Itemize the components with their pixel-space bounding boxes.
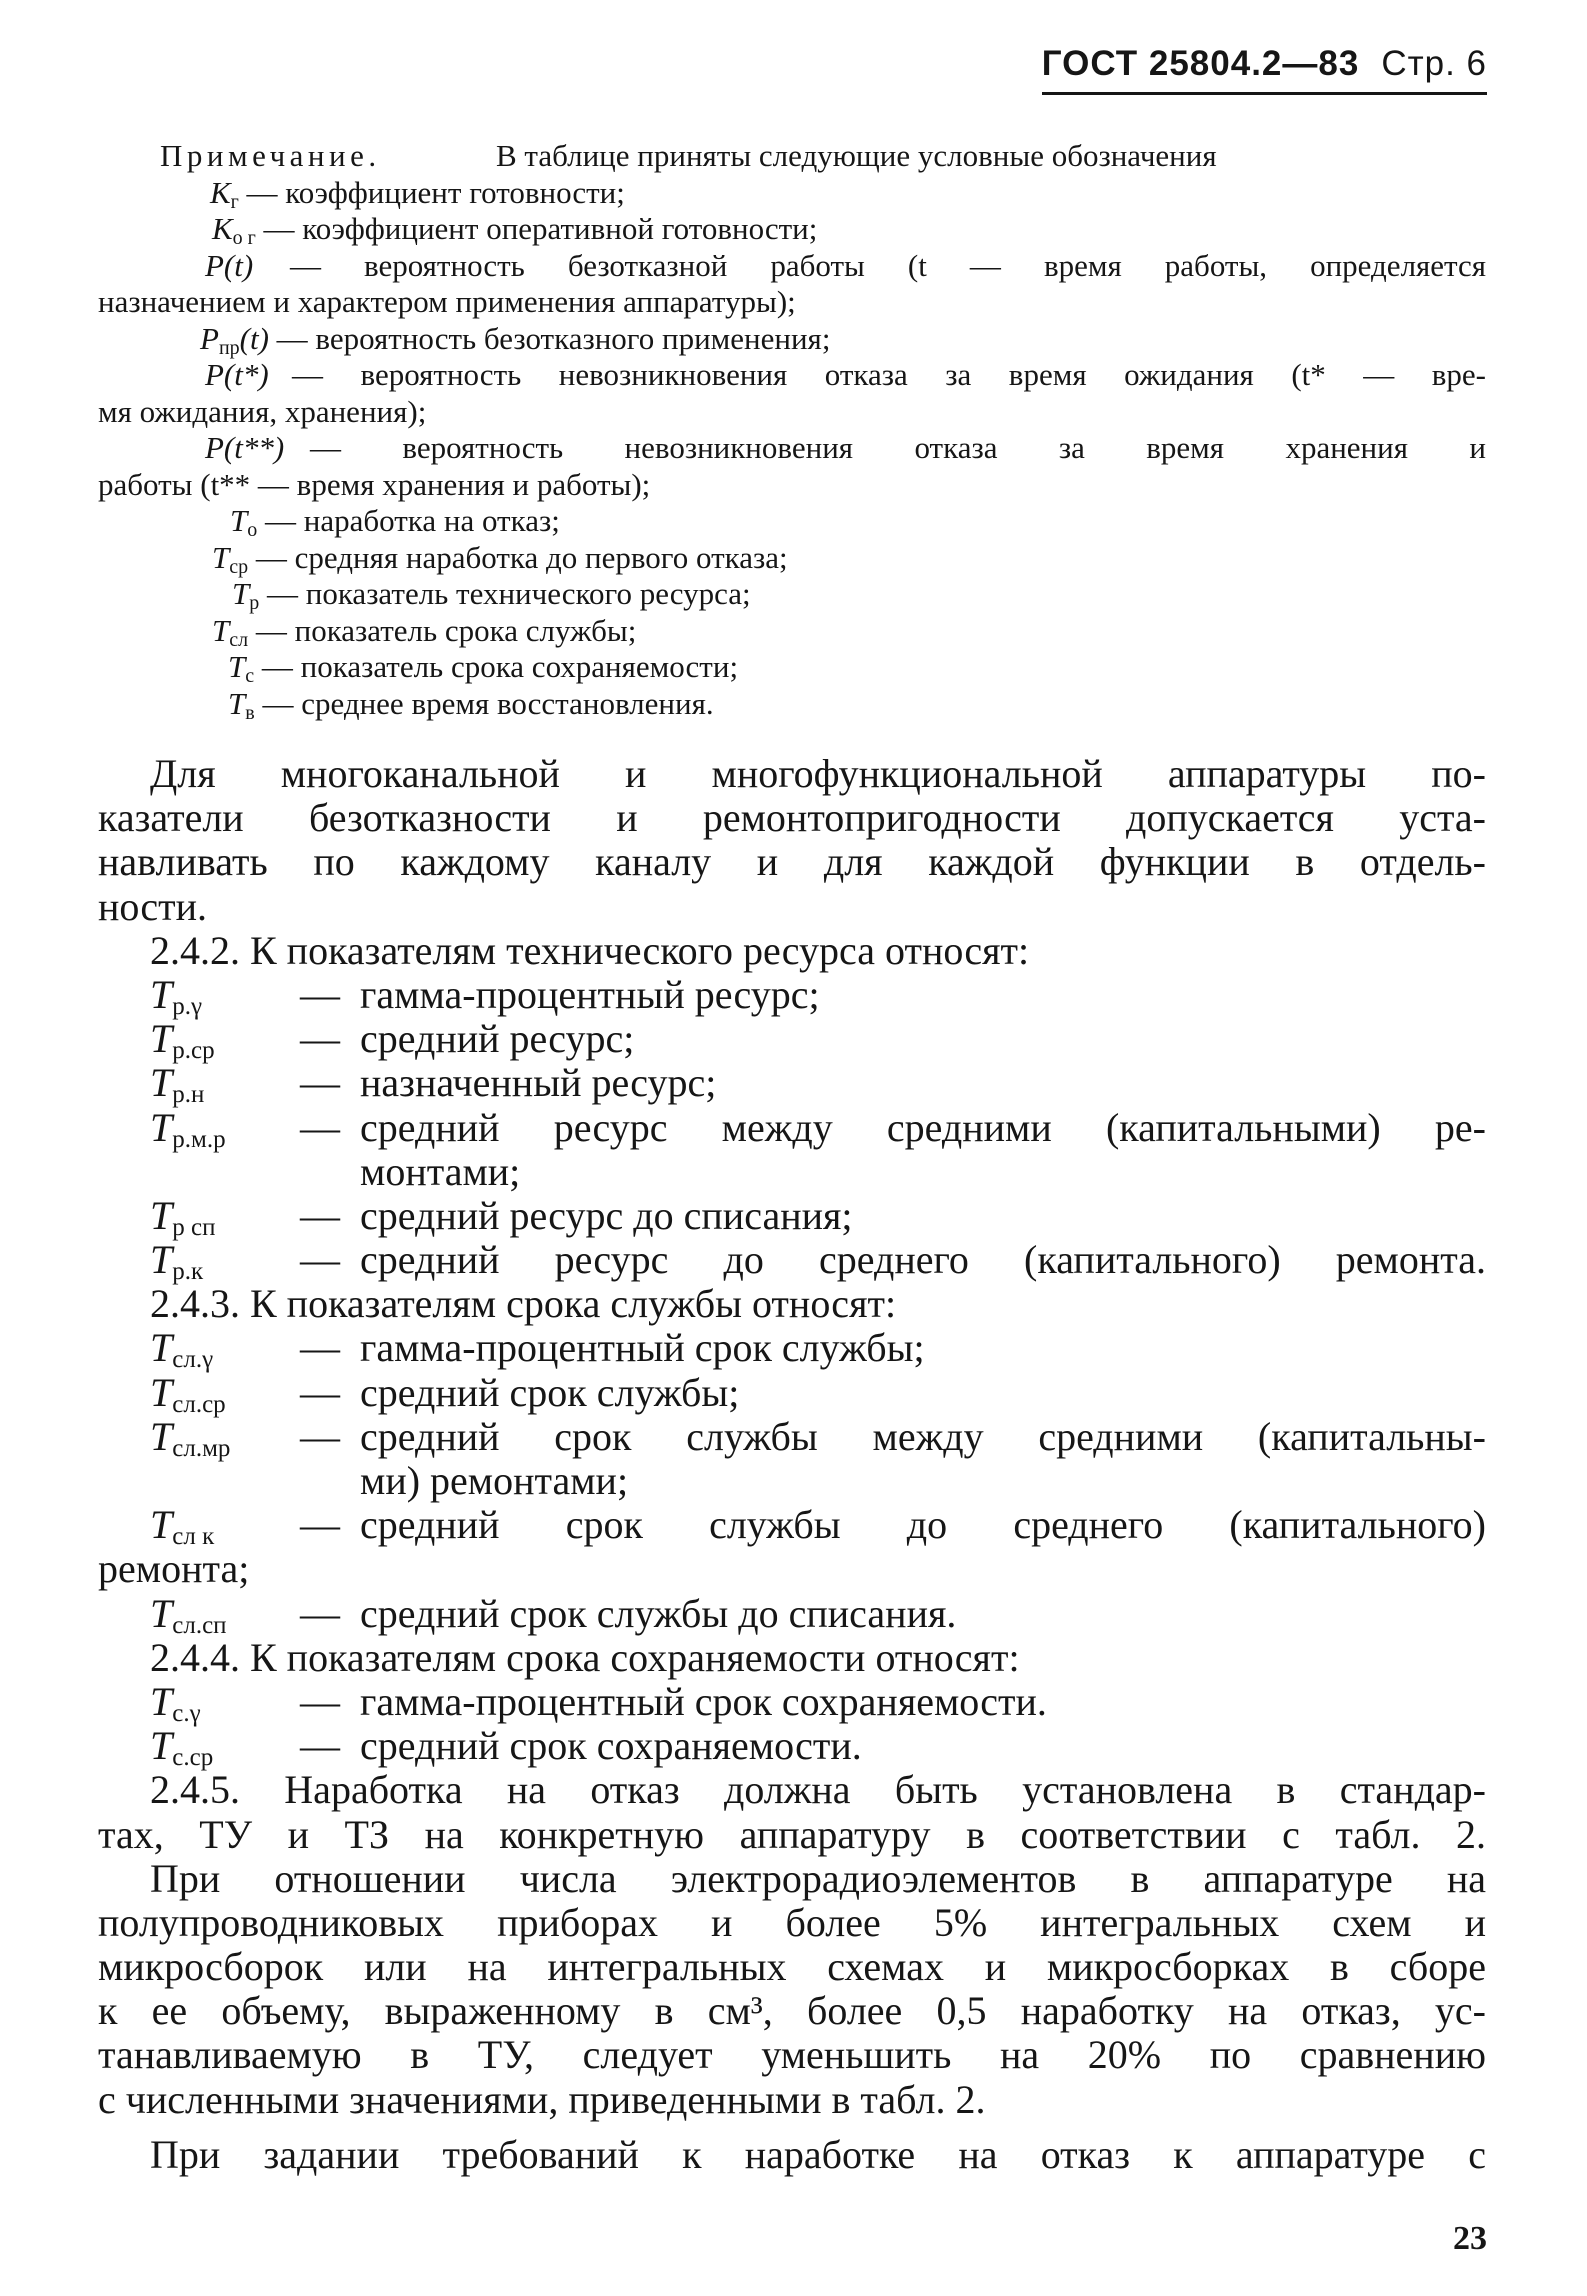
symbol-subscript: сл.γ (172, 1346, 214, 1374)
term-definition-continued: ремонта; (98, 1546, 250, 1592)
dash: — (300, 1325, 340, 1371)
section-2-4-5-line: 2.4.5. Наработка на отказ должна быть установлена в стандар- (150, 1767, 1486, 1813)
note-text: — вероятность безотказного применения; (276, 320, 831, 356)
term-definition: гамма-процентный ресурс; (360, 971, 820, 1017)
dash: — (300, 1678, 340, 1724)
note-text: — показатель технического ресурса; (267, 576, 751, 611)
symbol-subscript: с (245, 665, 255, 687)
paragraph-line: навливать по каждому каналу и для каждой функции в отдель- (98, 839, 1486, 885)
term-definition: средний ресурс до среднего (капитального) ремонта. (360, 1237, 1486, 1283)
symbol: T (230, 503, 248, 538)
note-item-tr (0, 576, 1587, 613)
section-heading-2-4-4: 2.4.4. К показателям срока сохраняемости относят: (150, 1634, 1020, 1680)
symbol-subscript: р.к (172, 1258, 204, 1286)
term-definition: средний срок службы; (360, 1369, 740, 1415)
paragraph-line: ности. (98, 883, 208, 929)
note-item-ts (0, 649, 1587, 686)
paragraph-line: казатели безотказности и ремонтопригодности допускается уста- (98, 795, 1486, 841)
note-text: — средняя наработка до первого отказа; (255, 539, 788, 575)
paragraph-line: танавливаемую в ТУ, следует уменьшить на 20% по сравнению (98, 2032, 1486, 2078)
dash: — (300, 1590, 340, 1636)
symbol: T (150, 1325, 173, 1371)
term-definition: средний срок службы до списания. (360, 1590, 957, 1636)
note-item-tv (0, 686, 1587, 723)
note-item-pt (0, 248, 1587, 285)
symbol-subscript: р.γ (172, 992, 203, 1020)
term-row (0, 1237, 1587, 1286)
term-definition-continued: монтами; (360, 1148, 521, 1194)
standard-number: ГОСТ 25804.2—83 (1041, 44, 1360, 83)
symbol: T (150, 1590, 173, 1636)
symbol: T (150, 1237, 173, 1283)
note-text: работы (t** — время хранения и работы); (98, 466, 651, 502)
symbol-subscript: с.γ (172, 1699, 201, 1727)
term-row (0, 1060, 1587, 1109)
note-block (0, 138, 1587, 722)
symbol-subscript: о г (232, 227, 256, 249)
term-definition: гамма-процентный срок сохраняемости. (360, 1678, 1047, 1724)
symbol: T (150, 1060, 173, 1106)
dash: — (300, 1060, 340, 1106)
symbol-subscript: р сп (172, 1213, 216, 1241)
note-text: — вероятность невозникновения отказа за время хранения и (310, 430, 1486, 465)
term-definition: средний ресурс между средними (капитальными) ре- (360, 1104, 1486, 1150)
symbol-subscript: сл (229, 628, 249, 651)
term-row (0, 1016, 1587, 1065)
symbol: T (212, 612, 230, 648)
symbol: T (150, 1413, 173, 1459)
dash: — (300, 1237, 340, 1283)
term-row (0, 1502, 1587, 1551)
symbol: T (150, 1502, 173, 1548)
note-item-kg (0, 175, 1587, 212)
note-text: — среднее время восстановления. (262, 685, 714, 721)
symbol: T (150, 971, 173, 1017)
dash: — (300, 1016, 340, 1062)
note-title: Примечание. (160, 138, 381, 173)
symbol: T (212, 539, 230, 575)
note-text: — коэффициент оперативной готовности; (263, 211, 818, 246)
paragraph-line: к ее объему, выраженному в см³, более 0,5 наработку на отказ, ус- (98, 1988, 1486, 2034)
note-text: — коэффициент готовности; (246, 174, 625, 210)
term-row (0, 1104, 1587, 1153)
symbol-subscript: в (245, 701, 255, 724)
symbol-subscript: о (247, 519, 258, 541)
symbol: T (150, 1369, 173, 1415)
symbol: P(t*) (205, 357, 269, 392)
symbol-subscript: пр (218, 336, 240, 359)
term-row (0, 971, 1587, 1020)
paragraph-line: Для многоканальной и многофункциональной аппаратуры по- (150, 751, 1486, 796)
paragraph-line: При задании требований к наработке на отказ к аппаратуре с (150, 2131, 1486, 2177)
dash: — (300, 1502, 340, 1548)
term-row (0, 1413, 1587, 1462)
dash: — (300, 1413, 340, 1459)
term-row (0, 1369, 1587, 1418)
term-definition: гамма-процентный срок службы; (360, 1325, 925, 1371)
note-item-kog (0, 211, 1587, 248)
symbol: T (150, 1192, 173, 1238)
term-definition: назначенный ресурс; (360, 1060, 717, 1106)
symbol: P(t**) (205, 430, 285, 465)
term-definition: средний ресурс; (360, 1016, 635, 1062)
note-text: — вероятность безотказной работы (t — время работы, определяется (290, 247, 1486, 283)
symbol: T (228, 685, 246, 721)
dash: — (300, 1369, 340, 1415)
term-row (0, 1723, 1587, 1772)
symbol-subscript: сл.мр (172, 1434, 231, 1462)
symbol: T (150, 1016, 173, 1062)
note-item-tsr (0, 540, 1587, 577)
dash: — (300, 971, 340, 1017)
paragraph-line: микросборок или на интегральных схемах и микросборках в сборе (98, 1944, 1486, 1990)
symbol: К (212, 211, 233, 246)
note-text: назначением и характером применения аппаратуры); (98, 284, 796, 319)
symbol: T (232, 576, 250, 611)
symbol: P (200, 320, 219, 356)
symbol: P(t) (205, 247, 254, 283)
section-heading-2-4-2: 2.4.2. К показателям технического ресурса относят: (150, 927, 1030, 973)
symbol: T (150, 1723, 173, 1769)
dash: — (300, 1192, 340, 1238)
term-definition: средний срок службы между средними (капитальны- (360, 1413, 1486, 1459)
term-definition: средний срок сохраняемости. (360, 1723, 862, 1769)
symbol-subscript: р.н (172, 1081, 205, 1109)
paragraph-line: полупроводниковых приборах и более 5% интегральных схем и (98, 1899, 1486, 1945)
note-item-pt1 (0, 357, 1587, 394)
page-header (1042, 44, 1487, 95)
note-text: мя ожидания, хранения); (98, 393, 427, 429)
symbol-argument: (t) (239, 320, 269, 356)
symbol-subscript: сл.сп (172, 1611, 227, 1639)
page-number: 23 (1453, 2220, 1487, 2257)
term-row (0, 1192, 1587, 1241)
dash: — (300, 1104, 340, 1150)
note-text: — показатель срока сохраняемости; (261, 649, 739, 684)
paragraph-line: с численными значениями, приведенными в табл. 2. (98, 2076, 986, 2122)
note-text: — вероятность невозникновения отказа за время ожидания (t* — вре- (292, 357, 1486, 392)
term-definition: средний ресурс до списания; (360, 1192, 853, 1238)
symbol-subscript: сл.ср (172, 1390, 226, 1418)
term-definition-continued: ми) ремонтами; (360, 1458, 629, 1503)
symbol: T (150, 1104, 173, 1150)
symbol-subscript: с.ср (172, 1744, 214, 1772)
note-item-to (0, 503, 1587, 540)
note-text: — показатель срока службы; (255, 612, 637, 648)
note-item-ppp (0, 321, 1587, 358)
paragraph-line: При отношении числа электрорадиоэлементов в аппаратуре на (150, 1855, 1486, 1901)
symbol: T (228, 649, 246, 684)
symbol-subscript: р.ср (172, 1037, 215, 1065)
symbol-subscript: р (249, 592, 260, 614)
symbol-subscript: г (230, 190, 239, 213)
page-label: Стр. 6 (1381, 44, 1487, 83)
note-item-pt2 (0, 430, 1587, 467)
section-heading-2-4-3: 2.4.3. К показателям срока службы относят: (150, 1281, 897, 1327)
symbol-subscript: р.м.р (172, 1125, 226, 1153)
symbol: К (210, 174, 231, 210)
symbol-subscript: сл к (172, 1523, 215, 1551)
symbol: T (150, 1678, 173, 1724)
term-definition: средний срок службы до среднего (капитального) (360, 1502, 1486, 1548)
main-text (0, 752, 1587, 2177)
section-2-4-5-line: тах, ТУ и ТЗ на конкретную аппаратуру в соответствии с табл. 2. (98, 1811, 1486, 1857)
note-item-tsl (0, 613, 1587, 650)
term-row (0, 1590, 1587, 1639)
dash: — (300, 1723, 340, 1769)
symbol-subscript: ср (229, 555, 249, 578)
term-row (0, 1678, 1587, 1727)
note-text: — наработка на отказ; (265, 503, 560, 538)
note-intro: В таблице приняты следующие условные обозначения (496, 138, 1217, 173)
term-row (0, 1325, 1587, 1374)
